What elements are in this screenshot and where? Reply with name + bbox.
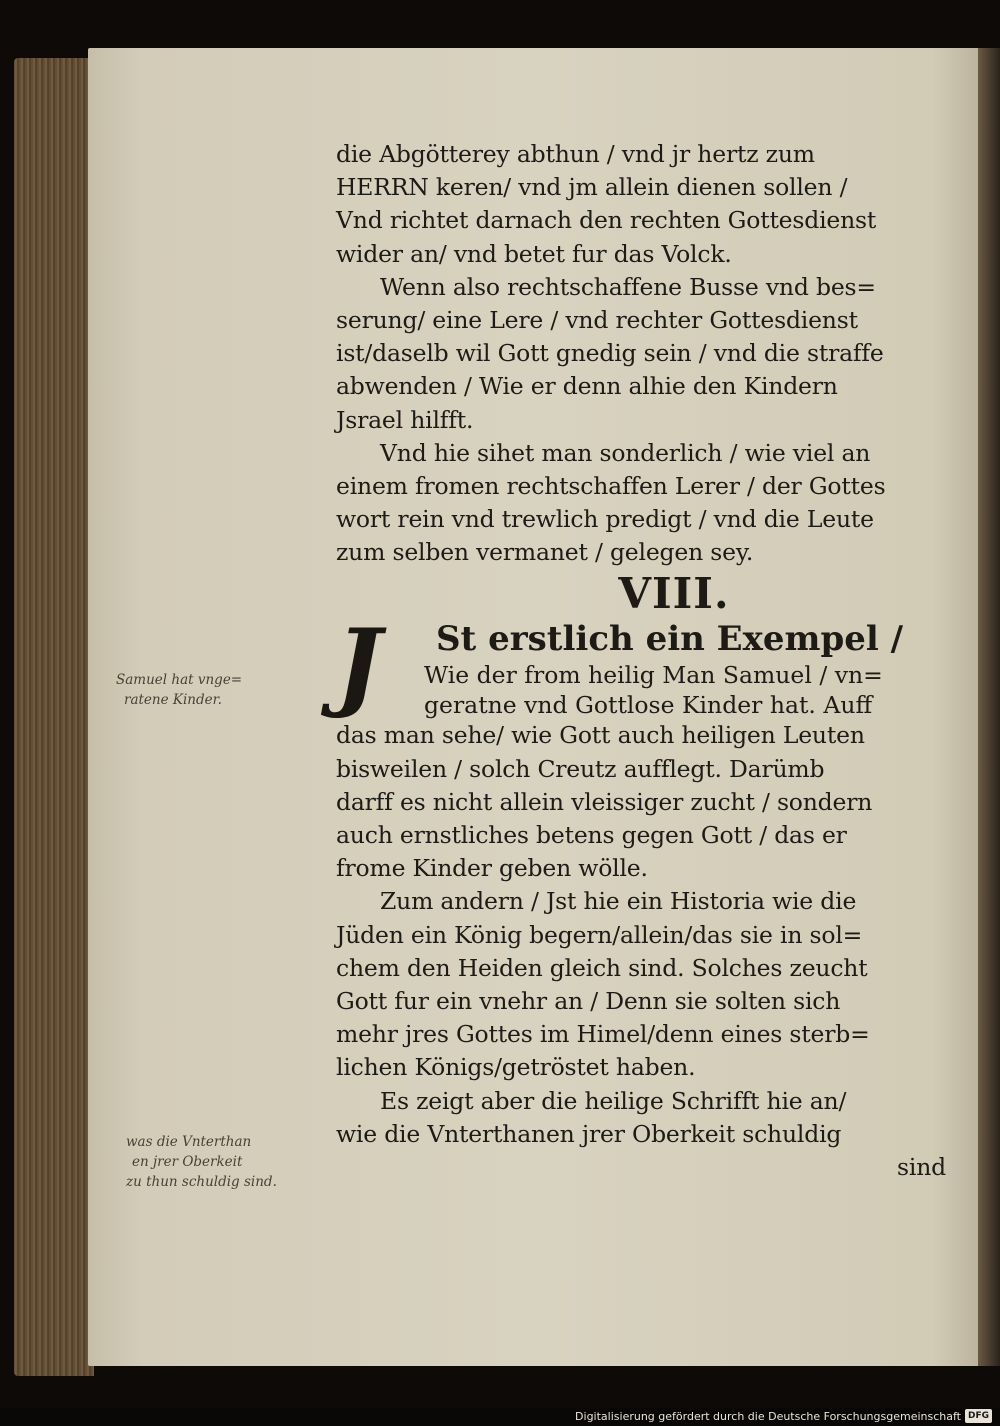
text-line: wort rein vnd trewlich predigt / vnd die Leute	[336, 505, 874, 534]
text-line: lichen Königs/getröstet haben.	[336, 1053, 696, 1082]
text-line: einem fromen rechtschaffen Lerer / der Gottes	[336, 471, 886, 500]
text-line: Gott fur ein vnehr an / Denn sie solten sich	[336, 986, 841, 1015]
initial-paragraph-start	[336, 608, 952, 722]
margin-note-line: was die Vnterthan	[126, 1134, 252, 1150]
text-line: Wie der from heilig Man Samuel / vn=	[424, 661, 883, 690]
main-text	[336, 138, 952, 1184]
margin-note-line: en jrer Oberkeit	[132, 1154, 243, 1170]
text-line: abwenden / Wie er denn alhie den Kindern	[336, 372, 838, 401]
margin-note-1	[116, 670, 242, 710]
text-line: zum selben vermanet / gelegen sey.	[336, 538, 754, 567]
text-line: die Abgötterey abthun / vnd jr hertz zum	[336, 140, 815, 168]
footer-credit	[575, 1408, 992, 1424]
text-line: Jsrael hilfft.	[336, 405, 474, 434]
text-line: mehr jres Gottes im Himel/denn eines sterb=	[336, 1020, 870, 1049]
text-line: Wenn also rechtschaffene Busse vnd bes=	[380, 272, 876, 301]
page-right-edge	[978, 48, 1000, 1366]
text-line: chem den Heiden gleich sind. Solches zeucht	[336, 953, 868, 982]
text-line: Vnd hie sihet man sonderlich / wie viel an	[380, 438, 871, 467]
opening-line: St erstlich ein Exempel /	[436, 619, 904, 660]
text-line: bisweilen / solch Creutz aufflegt. Darümb	[336, 754, 825, 783]
text-line: Zum andern / Jst hie ein Historia wie die	[380, 887, 857, 916]
text-line: geratne vnd Gottlose Kinder hat. Auff	[424, 691, 873, 720]
text-line: serung/ eine Lere / vnd rechter Gottesdienst	[336, 305, 858, 334]
text-line: ist/daselb wil Gott gnedig sein / vnd die straffe	[336, 339, 884, 368]
decorated-initial: J	[336, 608, 382, 722]
text-line: wider an/ vnd betet fur das Volck.	[336, 239, 732, 268]
text-line: wie die Vnterthanen jrer Oberkeit schuldig	[336, 1119, 842, 1148]
catchword: sind	[897, 1152, 946, 1181]
text-line: HERRN keren/ vnd jm allein dienen sollen /	[336, 173, 848, 202]
footer-text: Digitalisierung gefördert durch die Deutsche Forschungsgemeinschaft	[575, 1409, 961, 1423]
dfg-logo-icon: DFG	[965, 1409, 992, 1423]
margin-note-line: zu thun schuldig sind.	[126, 1174, 277, 1190]
book-spine-edge	[14, 58, 94, 1376]
text-line: frome Kinder geben wölle.	[336, 854, 648, 883]
text-line: Jüden ein König begern/allein/das sie in sol=	[336, 920, 863, 949]
text-line: darff es nicht allein vleissiger zucht / sondern	[336, 787, 873, 816]
text-line: auch ernstliches betens gegen Gott / das er	[336, 821, 847, 849]
margin-note-2	[126, 1132, 277, 1192]
margin-note-line: Samuel hat vnge=	[116, 672, 243, 688]
margin-note-line: ratene Kinder.	[124, 692, 222, 708]
text-line: Vnd richtet darnach den rechten Gottesdienst	[336, 206, 877, 235]
section-heading: VIII.	[618, 569, 730, 619]
text-line: das man sehe/ wie Gott auch heiligen Leuten	[336, 721, 865, 750]
text-line: Es zeigt aber die heilige Schrifft hie an/	[380, 1086, 847, 1115]
